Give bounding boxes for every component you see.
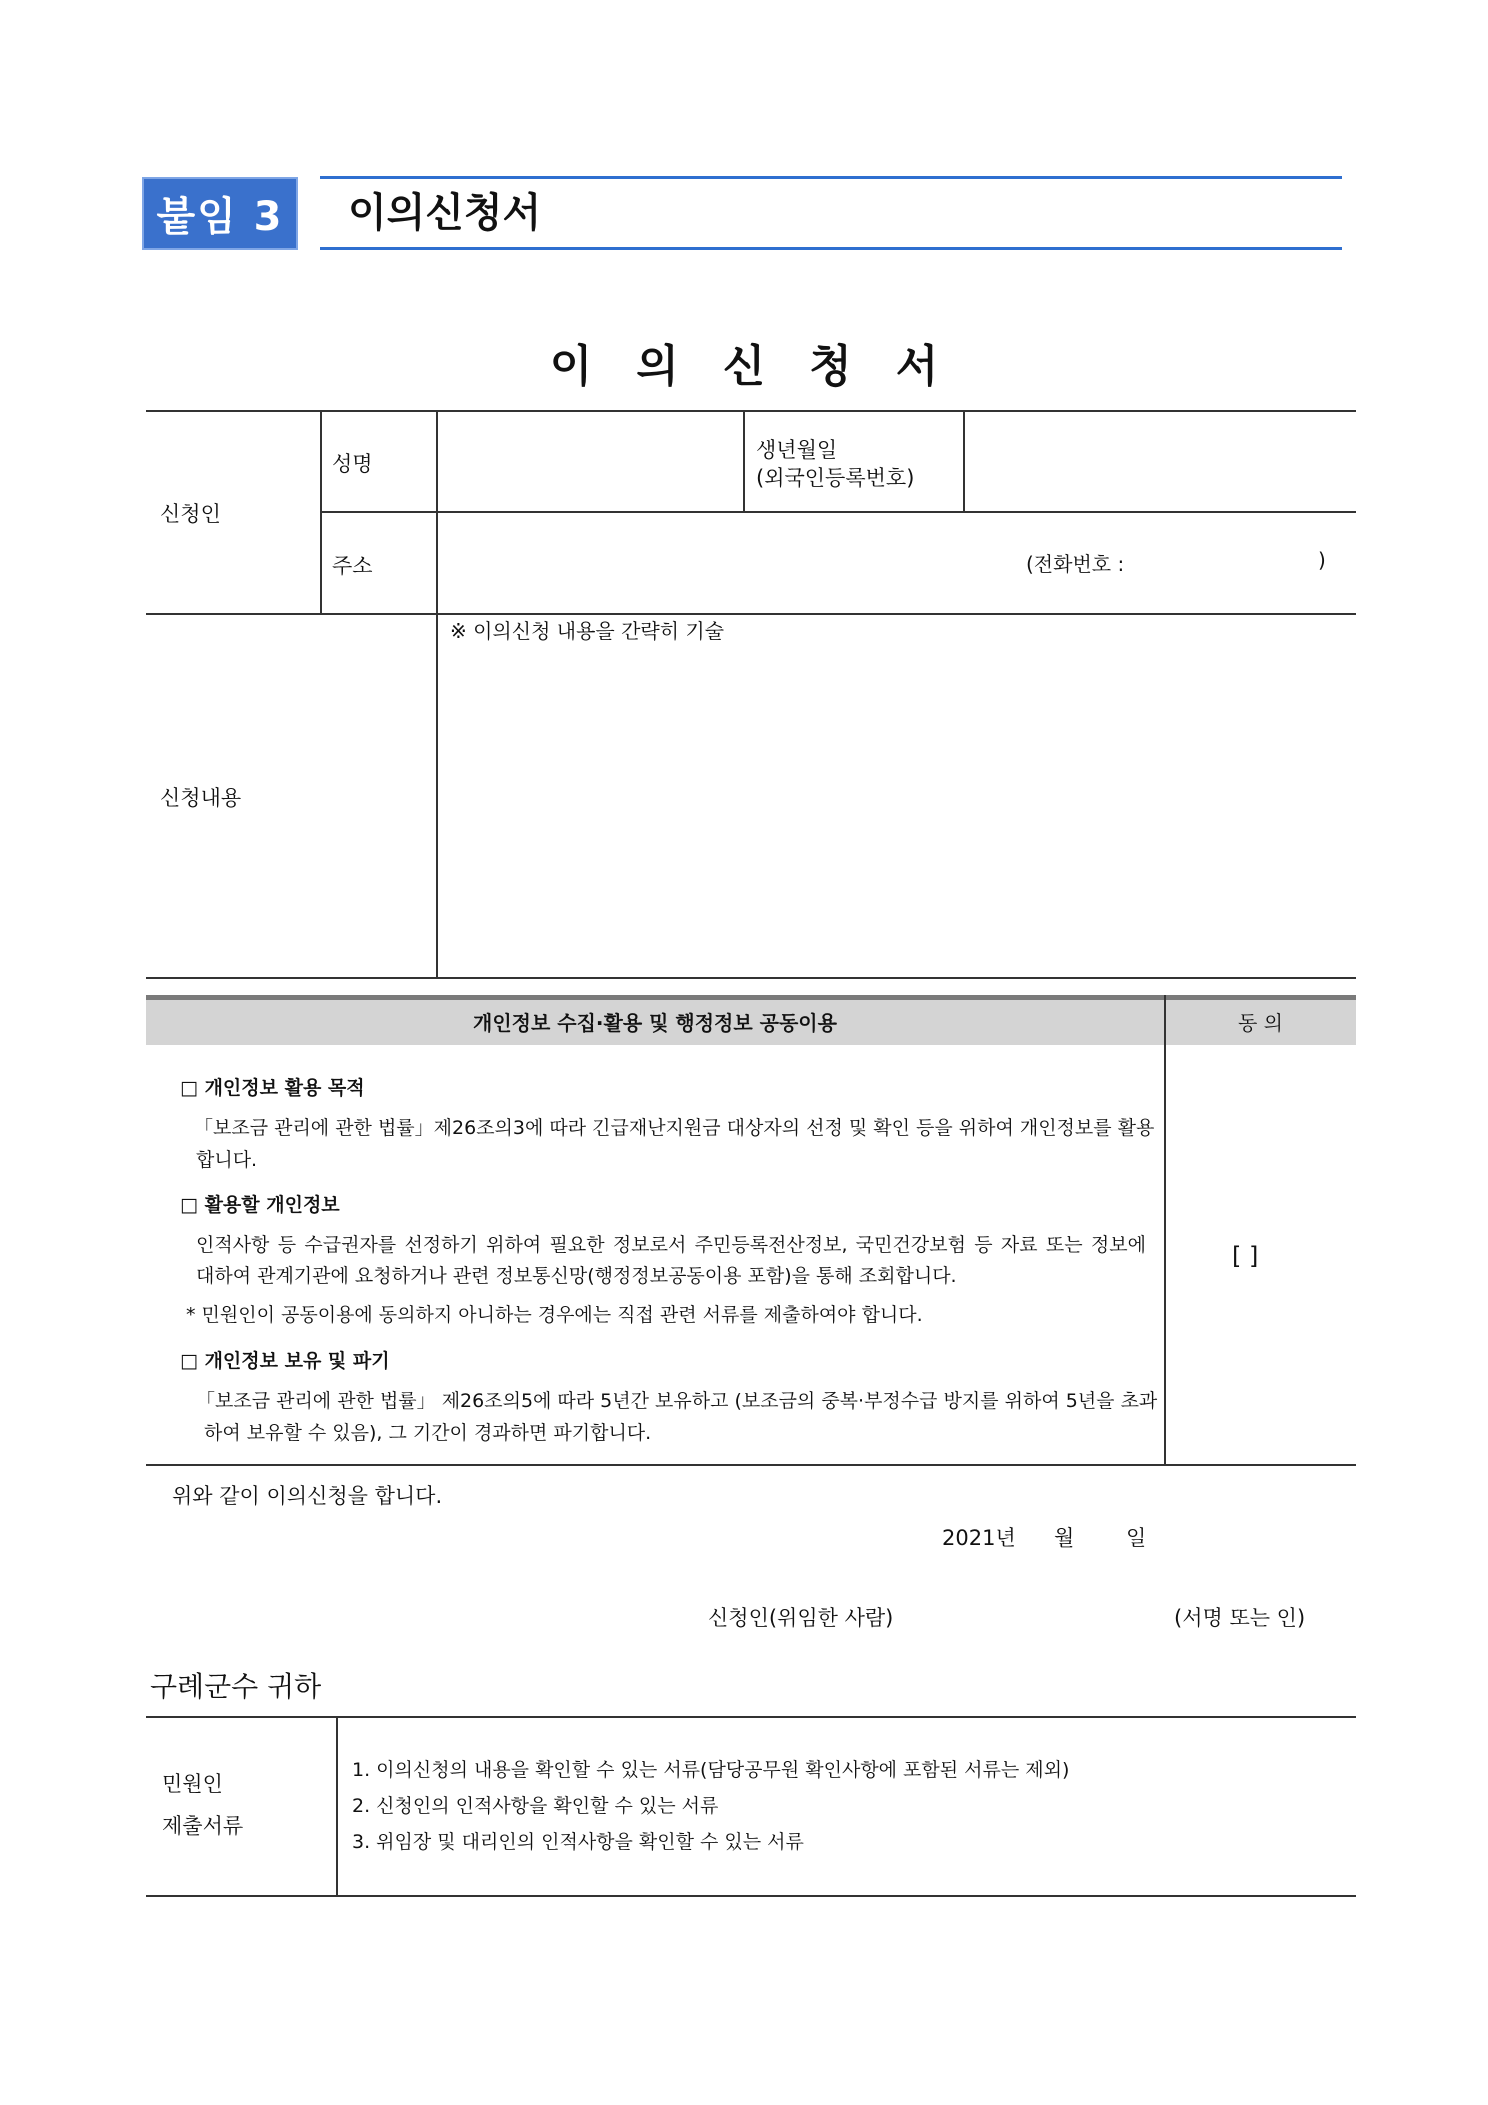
signature-mark: (서명 또는 인) xyxy=(1174,1606,1306,1630)
consent-item-title: □ 개인정보 활용 목적 xyxy=(180,1077,365,1099)
date-month: 월 xyxy=(1054,1526,1075,1550)
docs-divider xyxy=(336,1716,338,1895)
attachment-badge: 붙임 3 xyxy=(142,177,298,250)
docs-label-line2: 제출서류 xyxy=(162,1814,244,1838)
table-rule xyxy=(146,410,1356,412)
request-label: 신청내용 xyxy=(160,786,242,810)
docs-label-line1: 민원인 xyxy=(162,1772,223,1796)
docs-item: 1. 이의신청의 내용을 확인할 수 있는 서류(담당공무원 확인사항에 포함된 서류는 제외) xyxy=(352,1759,1070,1781)
name-field[interactable] xyxy=(437,418,742,511)
docs-rule-bottom xyxy=(146,1895,1356,1897)
table-rule xyxy=(146,977,1356,979)
table-rule xyxy=(320,511,1356,513)
table-divider xyxy=(320,410,322,613)
form-title: 이의신청서 xyxy=(549,341,983,392)
phone-label: (전화번호 : xyxy=(1026,552,1125,576)
agree-checkbox[interactable]: [ ] xyxy=(1232,1242,1259,1270)
signature-label: 신청인(위임한 사람) xyxy=(708,1606,894,1630)
consent-item-text: 합니다. xyxy=(196,1149,258,1171)
address-label: 주소 xyxy=(332,554,373,578)
consent-rule-bottom xyxy=(146,1464,1356,1466)
docs-item: 3. 위임장 및 대리인의 인적사항을 확인할 수 있는 서류 xyxy=(352,1831,804,1853)
consent-header: 개인정보 수집·활용 및 행정정보 공동이용 xyxy=(473,1011,837,1035)
docs-item: 2. 신청인의 인적사항을 확인할 수 있는 서류 xyxy=(352,1795,719,1817)
consent-item-title: □ 개인정보 보유 및 파기 xyxy=(180,1350,390,1372)
consent-item-text: 「보조금 관리에 관한 법률」 제26조의5에 따라 5년간 보유하고 (보조금의 중복·부정수급 방지를 위하여 5년을 초과 xyxy=(196,1390,1158,1412)
consent-item-text: 대하여 관계기관에 요청하거나 관련 정보통신망(행정정보공동이용 포함)을 통해 조회합니다. xyxy=(196,1265,957,1287)
date-year: 2021년 xyxy=(942,1526,1016,1550)
consent-item-text: 「보조금 관리에 관한 법률」제26조의3에 따라 긴급재난지원금 대상자의 선정 및 확인 등을 위하여 개인정보를 활용 xyxy=(194,1117,1155,1139)
applicant-label: 신청인 xyxy=(160,502,221,526)
header-title: 이의신청서 xyxy=(348,190,542,236)
date-day: 일 xyxy=(1126,1526,1147,1550)
consent-item-text: 인적사항 등 수급권자를 선정하기 위하여 필요한 정보로서 주민등록전산정보, 국민건강보험 등 자료 또는 정보에 xyxy=(196,1234,1146,1256)
birth-label: 생년월일 xyxy=(756,438,838,462)
birth-sub-label: (외국인등록번호) xyxy=(756,466,915,490)
header-rule-top xyxy=(320,176,1342,179)
request-instruction: ※ 이의신청 내용을 간략히 기술 xyxy=(450,619,725,643)
header-rule-bottom xyxy=(320,247,1342,250)
phone-close: ) xyxy=(1318,548,1326,572)
table-rule xyxy=(146,613,1356,615)
agree-header: 동 의 xyxy=(1238,1011,1283,1035)
consent-item-title: □ 활용할 개인정보 xyxy=(180,1194,340,1216)
request-field[interactable] xyxy=(440,650,1350,970)
consent-item-text: 하여 보유할 수 있음), 그 기간이 경과하면 파기합니다. xyxy=(204,1422,652,1444)
statement: 위와 같이 이의신청을 합니다. xyxy=(172,1484,443,1508)
docs-rule-top xyxy=(146,1716,1356,1718)
birth-field[interactable] xyxy=(965,418,1355,511)
consent-divider xyxy=(1164,995,1166,1465)
name-label: 성명 xyxy=(332,452,373,476)
table-divider xyxy=(743,410,745,511)
addressee: 구례군수 귀하 xyxy=(150,1670,322,1703)
consent-item-note: * 민원인이 공동이용에 동의하지 아니하는 경우에는 직접 관련 서류를 제출하여야 합니다. xyxy=(186,1304,923,1326)
